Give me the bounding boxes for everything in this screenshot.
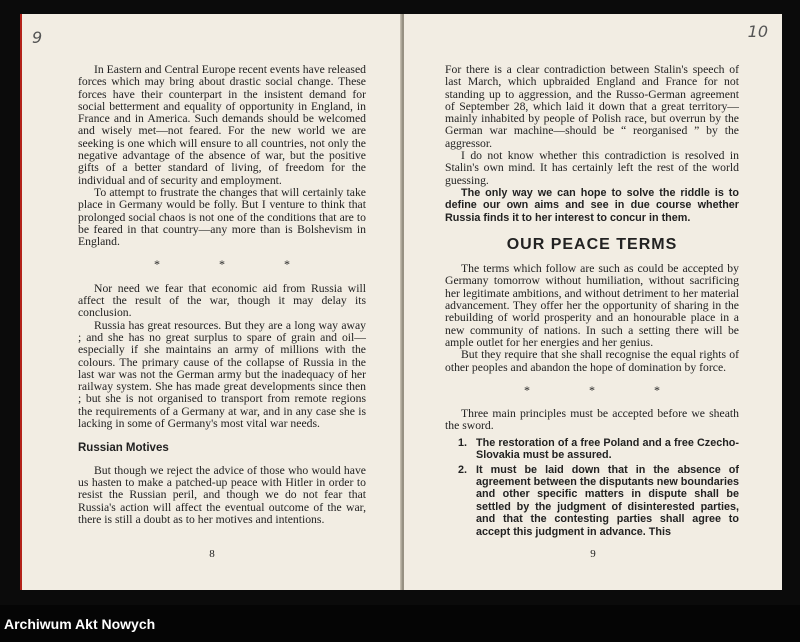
left-page	[20, 14, 402, 590]
list-item-number: 2.	[458, 463, 468, 476]
list-item	[445, 437, 739, 462]
paragraph: To attempt to frustrate the changes that will certainly take place in Germany would be folly. But I venture to think that prolonged social chaos is not one of the conditions that are to be feared in that country—any more than is Bolshevism in England.	[78, 185, 366, 249]
footer-bar	[0, 605, 800, 642]
paragraph: The terms which follow are such as could be accepted by Germany tomorrow without humiliation, without sacrificing her legitimate ambitions, and without detriment to her material advancement. They offer her the opportunity of sharing in the rebuilding of world prosperity and an honourable place in a new community of nations. In such a setting there will be ample outlet for her energies and her genius.	[445, 262, 739, 349]
handwritten-page-number: 9	[32, 28, 43, 47]
paragraph: Nor need we fear that economic aid from Russia will affect the result of the war, though it may delay its conclusion.	[78, 281, 366, 320]
paragraph: But they require that she shall recognise the equal rights of other peoples and abandon the hope of domination by force.	[445, 348, 739, 374]
paragraph: Russia has great resources. But they are a long way away ; and she has no great surplus to spare of grain and oil—especially if she maintains an army of millions with the colours. The primary cause of the collapse of Russia in the last war was not the German army but the inadequacy of her railway system. She has made great developments since then ; but she is not organised to transport from remote regions the requirements of a Germany at war, and in any case she is lacking in some of Germany's most vital war needs.	[78, 318, 366, 431]
paragraph: But though we reject the advice of those who would have us hasten to make a patched-up peace with Hitler in order to resist the Russian peril, and though we do not fear that Russia's action will affect the eventual outcome of the war, there is still a doubt as to her motives and intentions.	[78, 463, 366, 526]
bold-paragraph: The only way we can hope to solve the riddle is to define our own aims and see in due course whether Russia finds it to her interest to concur in them.	[445, 186, 739, 224]
section-separator: * * *	[154, 257, 318, 272]
section-heading: OUR PEACE TERMS	[506, 235, 678, 253]
principles-list	[445, 437, 739, 538]
right-page	[404, 14, 782, 590]
section-subheading: Russian Motives	[78, 442, 169, 455]
handwritten-page-number: 10	[747, 22, 768, 41]
archive-label: Archiwum Akt Nowych	[4, 616, 156, 632]
paragraph: For there is a clear contradiction between Stalin's speech of last March, which upbraided England and France for not standing up to aggression, and the Russo-German agreement of September 28, which laid it down that a great territory—mainly inhabited by people of Polish race, but overrun by the German war machine—should be “ reorganised ” by the aggressor.	[445, 63, 739, 150]
paragraph: Three main principles must be accepted before we sheath the sword.	[445, 407, 739, 433]
list-item-number: 1.	[458, 436, 468, 449]
paragraph: In Eastern and Central Europe recent events have released forces which may bring about drastic social change. These forces have their counterpart in the insistent demand for social betterment and equality of opportunity in England, in France and in America. Such demands should be welcomed and wisely met—not feared. For the new world we are seeking is one which will ensure to all countries, not only the negative advantage of the absence of war, but the positive gifts of a better standard of living, of freedom for the individual and of security and employment.	[78, 63, 366, 187]
section-separator: * * *	[524, 382, 688, 397]
list-item	[445, 464, 739, 538]
page-number: 9	[590, 548, 596, 560]
page-number: 8	[209, 548, 215, 560]
paragraph: I do not know whether this contradiction is resolved in Stalin's own mind. It has certainly left the rest of the world guessing.	[445, 149, 739, 187]
left-page-text	[78, 64, 366, 526]
list-item-text: The restoration of a free Poland and a free Czecho-Slovakia must be assured.	[476, 436, 739, 462]
right-page-text	[445, 64, 739, 540]
list-item-text: It must be laid down that in the absence of agreement between the disputants new boundaries and other specific matters in dispute shall be settled by the judgment of disinterested parties, and that the contesting parties shall agree to accept this judgment in advance. This	[476, 463, 739, 538]
